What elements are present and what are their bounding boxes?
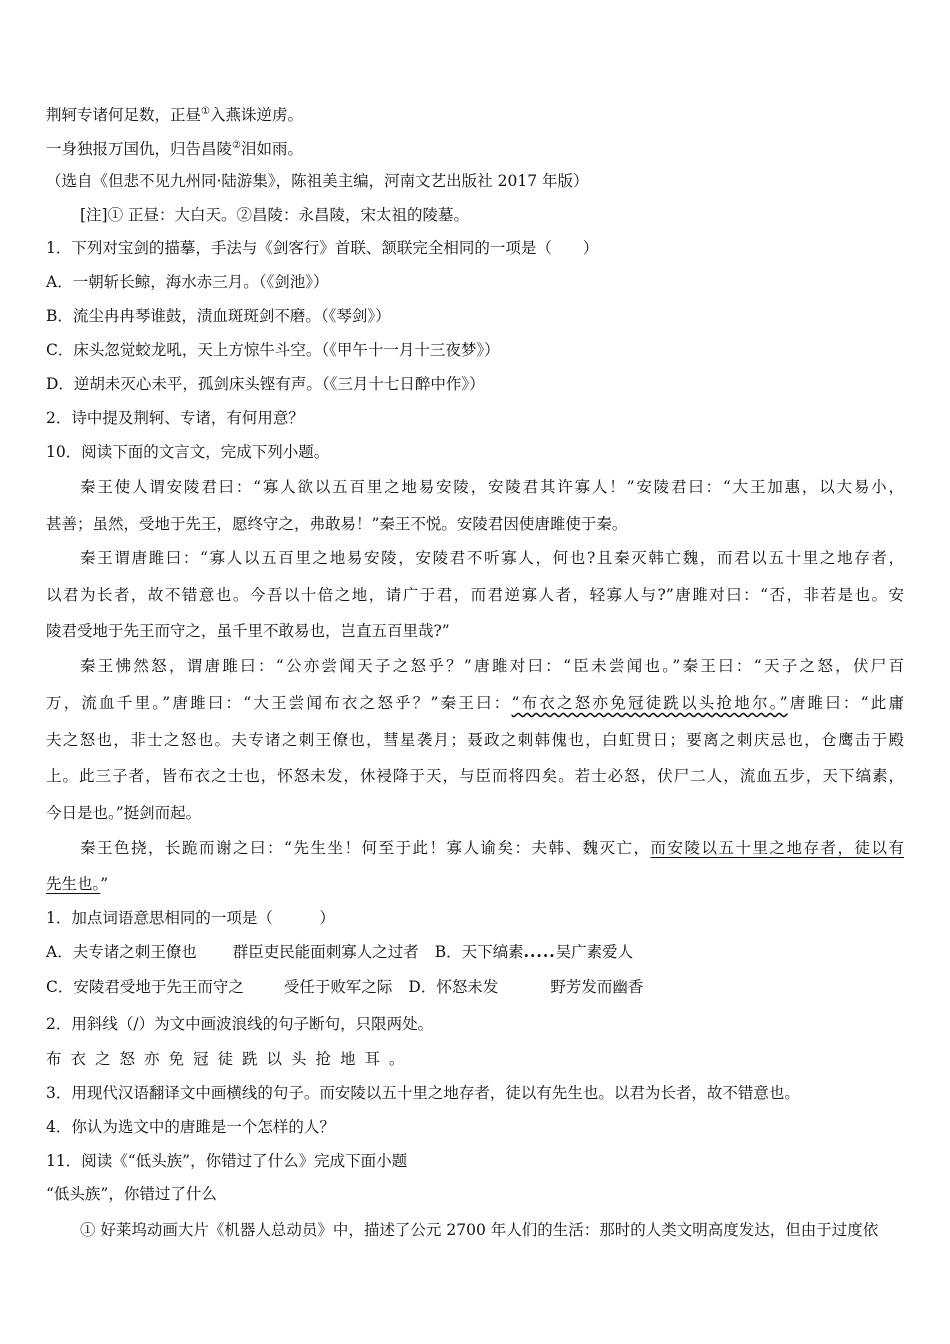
underlined-sentence-end: 先生也。 [46,875,101,893]
passage-p2-line1: 秦王谓唐雎曰：“寡人以五百里之地易安陵，安陵君不听寡人，何也?且秦灭韩亡魏，而君以五十里之地存者， [80,549,904,567]
option-c: C．床头忽觉蛟龙吼，天上方惊牛斗空。（《甲午十一月十三夜梦》） [46,341,500,359]
poem-source: （选自《但悲不见九州同·陆游集》，陈祖美主编，河南文艺出版社 2017 年版） [46,172,589,190]
question-10-title: 10．阅读下面的文言文，完成下列小题。 [46,443,330,461]
passage-p3-line3: 夫之怒也，非士之怒也。夫专诸之刺王僚也，彗星袭月；聂政之刺韩傀也，白虹贯日；要离之刺庆忌也，仓鹰击于殿 [46,731,904,749]
passage-p2-line3: 陵君受地于先王而守之，虽千里不敢易也，岂直五百里哉?” [46,622,450,640]
article-title: “低头族”，你错过了什么 [46,1185,217,1203]
question-11-title: 11．阅读《“低头族”，你错过了什么》完成下面小题 [46,1152,408,1170]
question-10-4: 4．你认为选文中的唐雎是一个怎样的人？ [46,1118,335,1136]
article-paragraph-1: ① 好莱坞动画大片《机器人总动员》中，描述了公元 2700 年人们的生活：那时的人类文明高度发达，但由于过度依 [80,1221,879,1239]
q10-option-row-ab: A．夫专诸之刺王僚也 群臣吏民能面刺寡人之过者 B．天下缟素.....吴广素爱人 [46,942,634,961]
poem-line-2: 一身独报万国仇，归告昌陵②泪如雨。 [46,139,303,158]
q10-option-row-cd: C．安陵君受地于先王而守之 受任于败军之际 D．怀怒未发 野芳发而幽香 [46,978,644,996]
question-10-2: 2．用斜线（/）为文中画波浪线的句子断句，只限两处。 [46,1015,434,1033]
passage-p3-line5: 今日是也。”挺剑而起。 [46,804,202,822]
question-9-1: 1．下列对宝剑的描摹，手法与《剑客行》首联、颔联完全相同的一项是（ ） [46,239,599,257]
underlined-sentence: 而安陵以五十里之地存者，徒以有 [650,839,904,857]
option-d: D．逆胡未灭心未平，孤剑床头铿有声。（《三月十七日醉中作》） [46,375,485,393]
passage-p2-line2: 以君为长者，故不错意也。今吾以十倍之地，请广于君，而君逆寡人者，轻寡人与?”唐雎对曰：“否，非若是也。安 [46,586,904,604]
passage-p1-line2: 甚善；虽然，受地于先王，愿终守之，弗敢易！”秦王不悦。安陵君因使唐雎使于秦。 [46,515,628,533]
footnote-marker-2: ② [232,139,241,151]
emphasis-dots: ..... [523,942,556,961]
passage-p4-line1: 秦王色挠，长跪而谢之曰：“先生坐！何至于此！寡人谕矣：夫韩、魏灭亡，而安陵以五十里之地存者，徒以有 [80,839,904,857]
footnote-marker-1: ① [201,105,210,117]
question-10-3: 3．用现代汉语翻译文中画横线的句子。而安陵以五十里之地存者，徒以有先生也。以君为长者，故不错意也。 [46,1084,800,1102]
question-10-1: 1．加点词语意思相同的一项是（ ） [46,909,335,927]
passage-p3-line4: 上。此三子者，皆布衣之士也，怀怒未发，休祲降于天，与臣而将四矣。若士必怒，伏尸二人，流血五步，天下缟素， [46,767,904,785]
poem-line-1: 荆轲专诸何足数，正昼①入燕诛逆虏。 [46,105,303,124]
sentence-to-punctuate: 布衣之怒亦免冠徒跣以头抢地耳。 [46,1050,414,1068]
passage-p1-line1: 秦王使人谓安陵君曰：“寡人欲以五百里之地易安陵，安陵君其许寡人！”安陵君曰：“大王加惠，以大易小， [80,478,904,496]
passage-p3-line2: 万，流血千里。”唐雎曰：“大王尝闻布衣之怒乎？”秦王曰：“布衣之怒亦免冠徒跣以头抢地尔。”唐雎曰：“此庸 [46,694,904,712]
option-a: A．一朝斩长鲸，海水赤三月。（《剑池》） [46,273,329,291]
question-9-2: 2．诗中提及荆轲、专诸，有何用意？ [46,409,304,427]
passage-p4-line2: 先生也。” [46,875,109,893]
wavy-underlined-sentence: “布衣之怒亦免冠徒跣以头抢地尔。” [511,694,788,712]
option-b: B．流尘冉冉琴谁鼓，渍血斑斑剑不磨。（《琴剑》） [46,307,391,325]
poem-annotation: [注]① 正昼：大白天。②昌陵：永昌陵，宋太祖的陵墓。 [80,206,470,224]
passage-p3-line1: 秦王怫然怒，谓唐雎曰：“公亦尝闻天子之怒乎？”唐雎对曰：“臣未尝闻也。”秦王曰：“天子之怒，伏尸百 [80,657,904,675]
